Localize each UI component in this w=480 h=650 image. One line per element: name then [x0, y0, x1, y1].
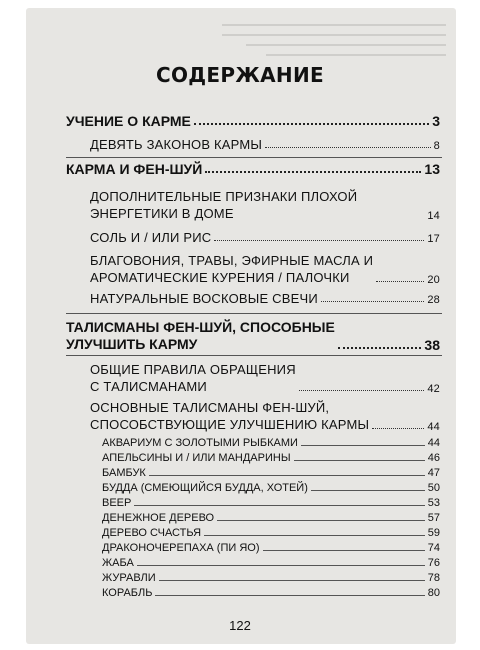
toc-item — [102, 512, 440, 524]
toc-section-label: КАРМА И ФЕН-ШУЙ — [66, 161, 203, 177]
toc-item-label: КОРАБЛЬ — [102, 587, 153, 599]
toc-page-number: 76 — [427, 557, 440, 569]
label-line-1: ТАЛИСМАНЫ ФЕН-ШУЙ, СПОСОБНЫЕ — [66, 319, 335, 335]
toc-subsection — [90, 291, 440, 306]
toc-item-label: АПЕЛЬСИНЫ И / ИЛИ МАНДАРИНЫ — [102, 452, 291, 464]
dot-leader — [311, 490, 425, 491]
dot-leader — [159, 580, 425, 581]
toc-item-label: ЖАБА — [102, 557, 134, 569]
toc-item-label: АКВАРИУМ С ЗОЛОТЫМИ РЫБКАМИ — [102, 437, 298, 449]
toc-item-label: БАМБУК — [102, 467, 146, 479]
dot-leader — [205, 171, 421, 173]
toc-item-label: БУДДА (СМЕЮЩИЙСЯ БУДДА, ХОТЕЙ) — [102, 482, 308, 494]
toc-item-label: ВЕЕР — [102, 497, 132, 509]
dot-leader — [204, 535, 425, 536]
toc-subsection-label — [90, 399, 369, 433]
toc-item-label: ДЕНЕЖНОЕ ДЕРЕВО — [102, 512, 215, 524]
label-line-2: АРОМАТИЧЕСКИЕ КУРЕНИЯ / ПАЛОЧКИ — [90, 270, 350, 285]
toc-item — [102, 482, 440, 494]
label-line-1: ДОПОЛНИТЕЛЬНЫЕ ПРИЗНАКИ ПЛОХОЙ — [90, 189, 358, 204]
toc-subsection-label: НАТУРАЛЬНЫЕ ВОСКОВЫЕ СВЕЧИ — [90, 291, 318, 306]
dot-leader — [149, 475, 425, 476]
toc-item — [102, 437, 440, 449]
section-divider — [66, 313, 442, 314]
toc-subsection-label — [90, 252, 373, 286]
label-line-2: СПОСОБСТВУЮЩИЕ УЛУЧШЕНИЮ КАРМЫ — [90, 417, 370, 432]
page-title: СОДЕРЖАНИЕ — [156, 63, 324, 87]
toc-subsection-label: СОЛЬ И / ИЛИ РИС — [90, 230, 212, 245]
toc-page-number: 50 — [427, 482, 440, 494]
toc-page-number: 20 — [427, 274, 440, 286]
dot-leader — [372, 428, 424, 429]
toc-section — [66, 113, 440, 129]
toc-subsection — [90, 137, 440, 152]
toc-page-number: 44 — [427, 421, 440, 433]
toc-page-number: 13 — [424, 161, 440, 177]
bleed-through-text — [222, 24, 446, 26]
toc-page-number: 44 — [427, 437, 440, 449]
toc-page-number: 80 — [427, 587, 440, 599]
toc-section-label — [66, 319, 335, 353]
toc-subsection — [90, 399, 440, 433]
dot-leader — [299, 390, 425, 391]
toc-item — [102, 467, 440, 479]
toc-section-label: УЧЕНИЕ О КАРМЕ — [66, 113, 191, 129]
toc-item — [102, 557, 440, 569]
toc-page-number: 47 — [427, 467, 440, 479]
toc-item-label: ДРАКОНОЧЕРЕПАХА (ПИ ЯО) — [102, 542, 260, 554]
dot-leader — [155, 595, 424, 596]
toc-page-number: 53 — [427, 497, 440, 509]
toc-page-number: 46 — [427, 452, 440, 464]
dot-leader — [217, 520, 425, 521]
toc-page-number: 78 — [427, 572, 440, 584]
label-line-2: УЛУЧШИТЬ КАРМУ — [66, 336, 198, 352]
dot-leader — [321, 301, 424, 302]
toc-item — [102, 497, 440, 509]
toc-page-number: 17 — [427, 233, 440, 245]
toc-item — [102, 527, 440, 539]
label-line-1: ОБЩИЕ ПРАВИЛА ОБРАЩЕНИЯ — [90, 362, 296, 377]
dot-leader — [376, 281, 424, 282]
section-divider — [66, 157, 442, 158]
toc-page-number: 8 — [433, 140, 440, 152]
dot-leader — [265, 147, 431, 148]
toc-subsection — [90, 188, 440, 222]
dot-leader — [214, 240, 424, 241]
bleed-through-text — [246, 44, 446, 46]
toc-subsection — [90, 230, 440, 245]
toc-page-number: 42 — [427, 383, 440, 395]
toc-item-label: ДЕРЕВО СЧАСТЬЯ — [102, 527, 202, 539]
dot-leader — [137, 565, 425, 566]
toc-subsection-label: ДЕВЯТЬ ЗАКОНОВ КАРМЫ — [90, 137, 263, 152]
section-divider — [66, 355, 442, 356]
toc-item — [102, 542, 440, 554]
dot-leader — [301, 445, 425, 446]
toc-item — [102, 572, 440, 584]
toc-page-number: 3 — [432, 113, 440, 129]
toc-subsection-label — [90, 188, 357, 222]
toc-page-number: 59 — [427, 527, 440, 539]
toc-page-number: 14 — [427, 210, 440, 222]
dot-leader — [338, 347, 422, 349]
dot-leader — [294, 460, 425, 461]
bleed-through-text — [222, 34, 446, 36]
toc-subsection — [90, 361, 440, 395]
toc-page-number: 38 — [424, 337, 440, 353]
toc-item-label: ЖУРАВЛИ — [102, 572, 156, 584]
dot-leader — [194, 123, 429, 125]
label-line-2: С ТАЛИСМАНАМИ — [90, 379, 207, 394]
dot-leader — [263, 550, 425, 551]
toc-page-number: 28 — [427, 294, 440, 306]
toc-item — [102, 452, 440, 464]
toc-subsection — [90, 252, 440, 286]
page-number: 122 — [229, 618, 251, 633]
toc-subsection-label — [90, 361, 296, 395]
toc-page-number: 74 — [427, 542, 440, 554]
label-line-1: БЛАГОВОНИЯ, ТРАВЫ, ЭФИРНЫЕ МАСЛА И — [90, 253, 374, 268]
toc-section — [66, 319, 440, 353]
dot-leader — [134, 505, 424, 506]
bleed-through-text — [266, 54, 446, 56]
toc-item — [102, 587, 440, 599]
label-line-1: ОСНОВНЫЕ ТАЛИСМАНЫ ФЕН-ШУЙ, — [90, 400, 330, 415]
label-line-2: ЭНЕРГЕТИКИ В ДОМЕ — [90, 206, 234, 221]
toc-page-number: 57 — [427, 512, 440, 524]
toc-section — [66, 161, 440, 177]
